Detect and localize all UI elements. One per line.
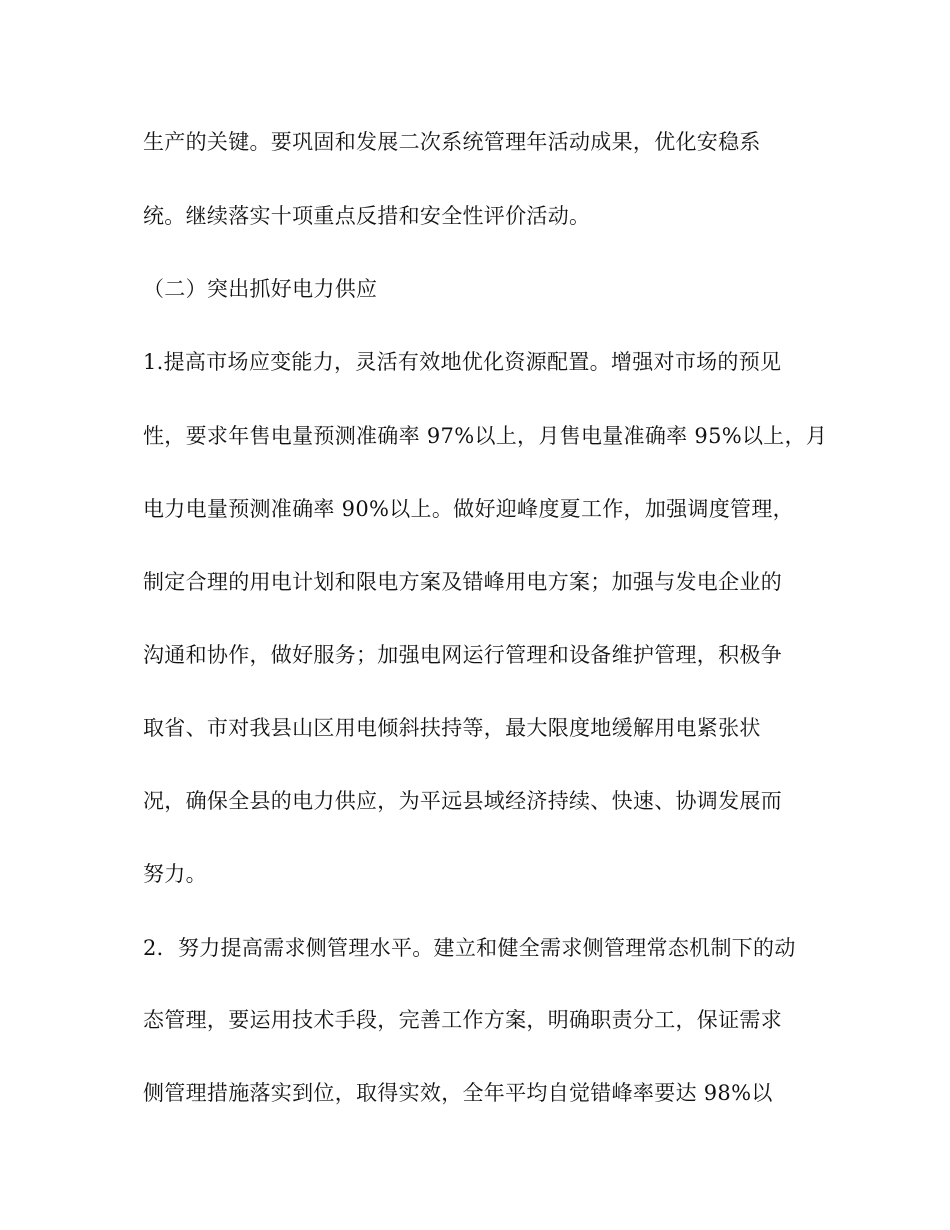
paragraph-line: 沟通和协作，做好服务；加强电网运行管理和设备维护管理，积极争: [143, 643, 782, 667]
paragraph-line: 生产的关键。要巩固和发展二次系统管理年活动成果，优化安稳系: [143, 130, 761, 154]
paragraph-line: 2．努力提高需求侧管理水平。建立和健全需求侧管理常态机制下的动: [143, 936, 796, 960]
paragraph-line: 态管理，要运用技术手段，完善工作方案，明确职责分工，保证需求: [143, 1008, 782, 1032]
paragraph-line: 1.提高市场应变能力，灵活有效地优化资源配置。增强对市场的预见: [143, 350, 782, 374]
paragraph-line: 电力电量预测准确率 90%以上。做好迎峰度夏工作，加强调度管理，: [143, 497, 794, 521]
paragraph-line: 侧管理措施落实到位，取得实效，全年平均自觉错峰率要达 98%以: [143, 1081, 773, 1105]
paragraph-line: 努力。: [143, 862, 207, 886]
paragraph-line: 况，确保全县的电力供应，为平远县域经济持续、快速、协调发展而: [143, 789, 782, 813]
paragraph-line: 取省、市对我县山区用电倾斜扶持等，最大限度地缓解用电紧张状: [143, 716, 761, 740]
paragraph-line: 性，要求年售电量预测准确率 97%以上，月售电量准确率 95%以上，月: [143, 424, 828, 448]
section-heading: （二）突出抓好电力供应: [143, 277, 378, 301]
paragraph-line: 统。继续落实十项重点反措和安全性评价活动。: [143, 204, 591, 228]
paragraph-line: 制定合理的用电计划和限电方案及错峰用电方案；加强与发电企业的: [143, 570, 782, 594]
